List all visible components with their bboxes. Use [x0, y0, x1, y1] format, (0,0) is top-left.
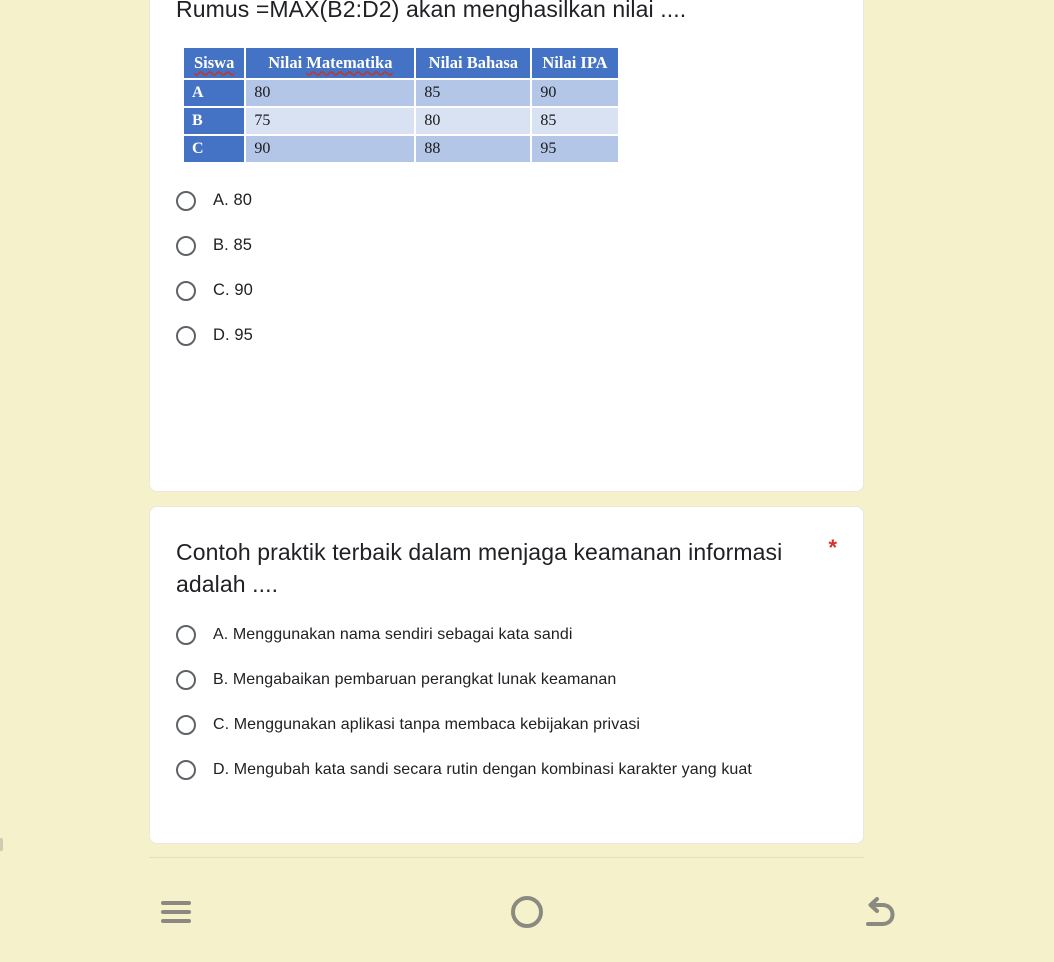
option-label: B. Mengabaikan pembaruan perangkat lunak keamanan	[213, 670, 617, 688]
radio-button-icon[interactable]	[176, 326, 196, 346]
option-d[interactable]	[176, 747, 837, 792]
option-b[interactable]	[176, 223, 837, 268]
option-a[interactable]	[176, 178, 837, 223]
back-button[interactable]	[703, 862, 1054, 962]
table-header-siswa: Siswa	[184, 48, 244, 78]
option-c[interactable]	[176, 702, 837, 747]
table-row	[184, 108, 618, 134]
option-c[interactable]	[176, 268, 837, 313]
table-header-matematika: Nilai Matematika	[246, 48, 414, 78]
radio-button-icon[interactable]	[176, 281, 196, 301]
option-label: A. 80	[213, 191, 253, 210]
option-label: D. Mengubah kata sandi secara rutin dengan kombinasi karakter yang kuat	[213, 760, 752, 778]
option-label: B. 85	[213, 236, 253, 255]
options-list	[176, 612, 837, 796]
table-cell-matematika: 90	[246, 136, 414, 162]
option-label: A. Menggunakan nama sendiri sebagai kata sandi	[213, 625, 573, 643]
table-cell-bahasa: 85	[416, 80, 530, 106]
radio-button-icon[interactable]	[176, 625, 196, 645]
table-cell-matematika: 80	[246, 80, 414, 106]
question-card-security-practice	[149, 506, 864, 844]
required-asterisk: *	[828, 535, 837, 560]
radio-button-icon[interactable]	[176, 191, 196, 211]
table-cell-ipa: 90	[532, 80, 617, 106]
scores-table	[182, 46, 620, 164]
android-navigation-bar	[0, 862, 1054, 962]
table-cell-siswa: A	[184, 80, 244, 106]
options-list	[176, 178, 837, 362]
question-title: Contoh praktik terbaik dalam menjaga keamanan informasi adalah ....	[176, 539, 783, 597]
recents-icon[interactable]	[161, 901, 191, 923]
home-icon[interactable]	[511, 896, 543, 928]
radio-button-icon[interactable]	[176, 670, 196, 690]
table-row	[184, 80, 618, 106]
table-row	[184, 136, 618, 162]
option-label: C. 90	[213, 281, 253, 300]
question-header	[176, 0, 837, 26]
content-divider	[149, 857, 864, 858]
question-title-line-2: Rumus =MAX(B2:D2) akan menghasilkan nilai ....	[176, 0, 687, 23]
table-cell-siswa: B	[184, 108, 244, 134]
screen-edge-artifact	[0, 838, 3, 851]
table-cell-bahasa: 88	[416, 136, 530, 162]
radio-button-icon[interactable]	[176, 715, 196, 735]
table-cell-matematika: 75	[246, 108, 414, 134]
option-b[interactable]	[176, 657, 837, 702]
option-label: D. 95	[213, 326, 253, 345]
radio-button-icon[interactable]	[176, 760, 196, 780]
table-cell-siswa: C	[184, 136, 244, 162]
option-d[interactable]	[176, 313, 837, 358]
option-label: C. Menggunakan aplikasi tanpa membaca kebijakan privasi	[213, 715, 641, 733]
table-cell-ipa: 85	[532, 108, 617, 134]
table-cell-ipa: 95	[532, 136, 617, 162]
question-card-max-formula	[149, 0, 864, 492]
table-header-bahasa: Nilai Bahasa	[416, 48, 530, 78]
home-button[interactable]	[351, 862, 702, 962]
question-header	[176, 537, 837, 600]
question-title	[176, 0, 814, 26]
table-header-ipa: Nilai IPA	[532, 48, 617, 78]
recents-button[interactable]	[0, 862, 351, 962]
radio-button-icon[interactable]	[176, 236, 196, 256]
back-icon[interactable]	[859, 895, 897, 929]
option-a[interactable]	[176, 612, 837, 657]
table-header-row	[184, 48, 618, 78]
table-cell-bahasa: 80	[416, 108, 530, 134]
